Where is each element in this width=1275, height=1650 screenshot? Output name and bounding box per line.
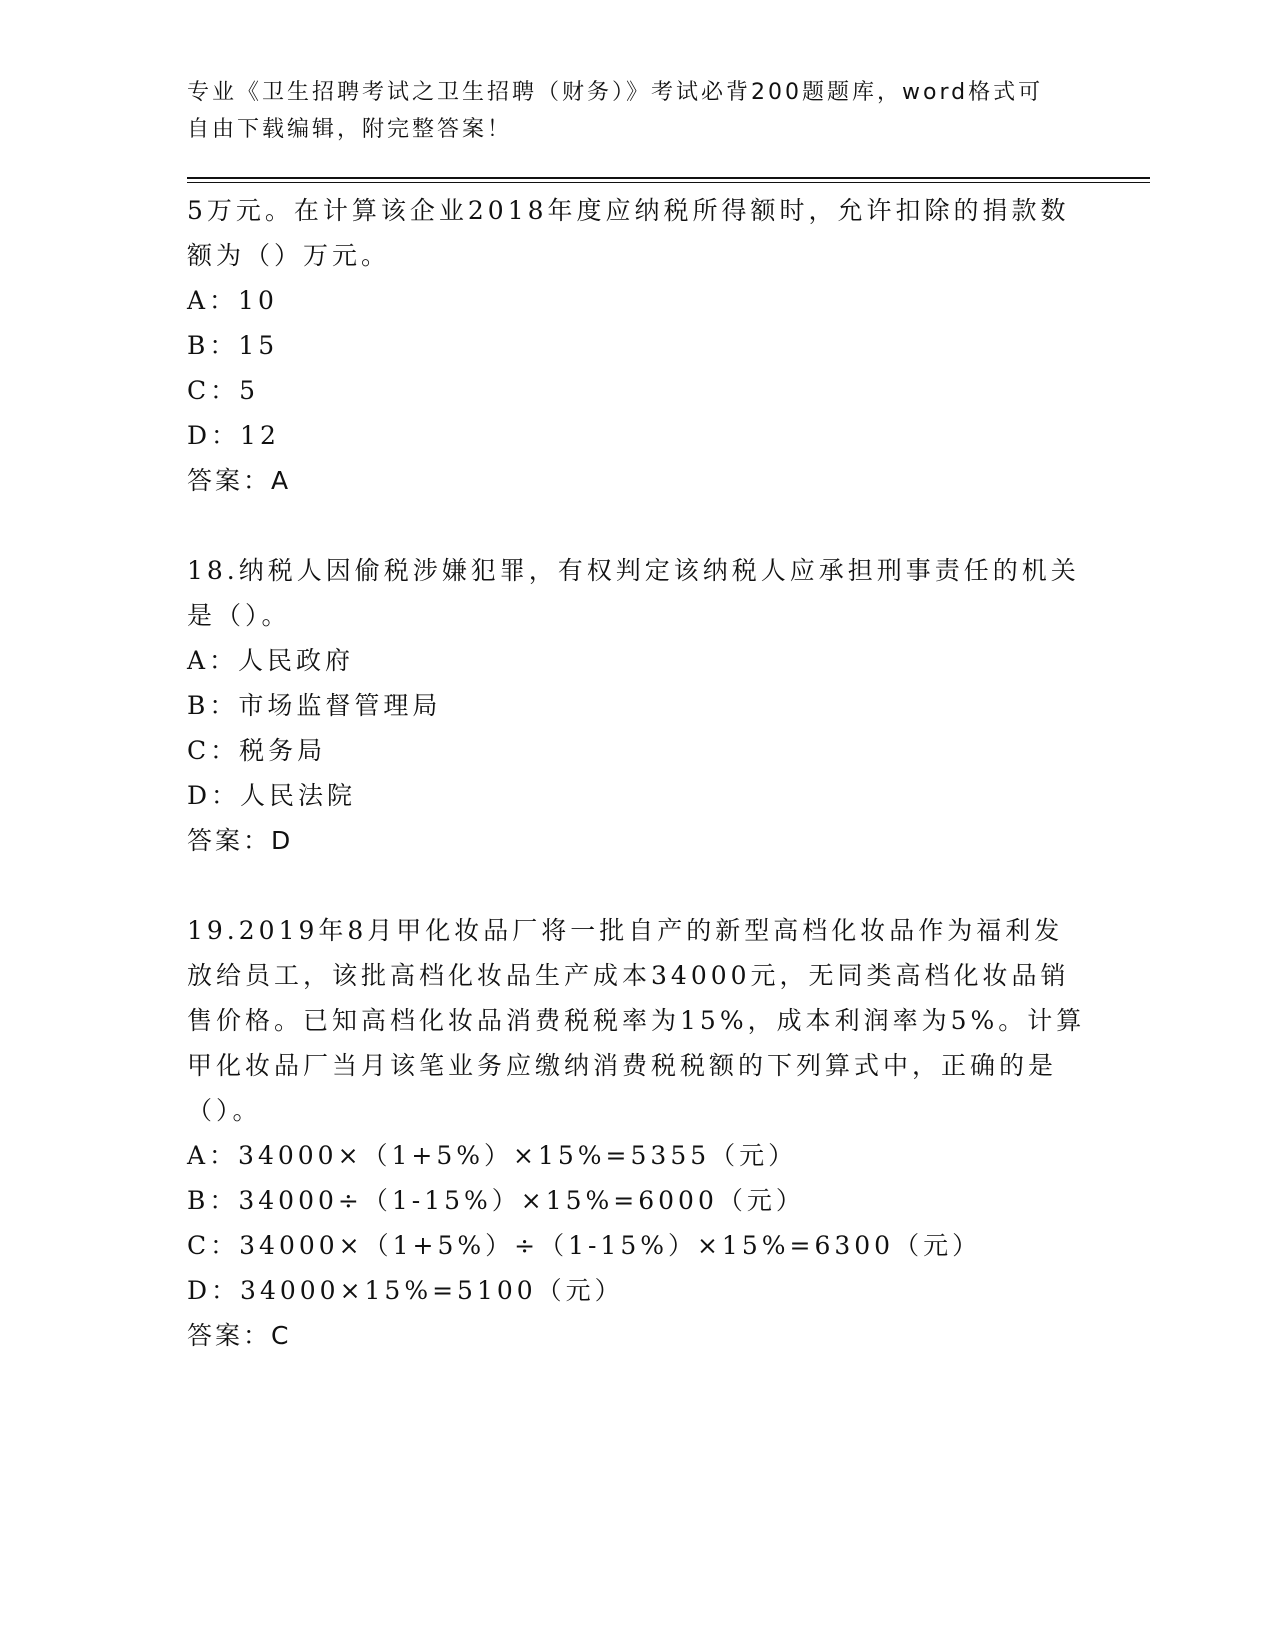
question-block (187, 548, 1087, 863)
option-b: B：34000÷（1-15%）×15%=6000（元） (187, 1186, 805, 1215)
option-c: C：5 (187, 376, 260, 405)
answer-line: 答案：C (187, 1321, 292, 1350)
question-stem: 19.2019年8月甲化妆品厂将一批自产的新型高档化妆品作为福利发放给员工，该批高档化妆品生产成本34000元，无同类高档化妆品销售价格。已知高档化妆品消费税税率为15%，成本利润率为5%。计算甲化妆品厂当月该笔业务应缴纳消费税税额的下列算式中，正确的是（）。 (187, 916, 1086, 1125)
answer-line: 答案：D (187, 826, 294, 855)
option-a: A：34000×（1+5%）×15%=5355（元） (187, 1141, 798, 1170)
question-stem: 5万元。在计算该企业2018年度应纳税所得额时，允许扣除的捐款数额为（）万元。 (187, 196, 1070, 270)
option-d: D：人民法院 (187, 781, 357, 810)
question-block (187, 908, 1087, 1358)
question-stem: 18.纳税人因偷税涉嫌犯罪，有权判定该纳税人应承担刑事责任的机关是（）。 (187, 556, 1080, 630)
option-d: D：34000×15%=5100（元） (187, 1276, 624, 1305)
spacer (187, 503, 1087, 548)
answer-line: 答案：A (187, 466, 292, 495)
option-a: A：人民政府 (187, 646, 355, 675)
header-divider-thin (187, 182, 1150, 183)
question-list (187, 188, 1087, 1358)
option-b: B：市场监督管理局 (187, 691, 442, 720)
spacer (187, 863, 1087, 908)
question-block (187, 188, 1087, 503)
document-header: 专业《卫生招聘考试之卫生招聘（财务）》考试必背200题题库，word格式可自由下载编辑，附完整答案！ (187, 80, 1044, 142)
option-c: C：34000×（1+5%）÷（1-15%）×15%=6300（元） (187, 1231, 982, 1260)
option-a: A：10 (187, 286, 278, 315)
option-d: D：12 (187, 421, 280, 450)
option-b: B：15 (187, 331, 279, 360)
header-divider-thick (187, 177, 1150, 179)
option-c: C：税务局 (187, 736, 327, 765)
